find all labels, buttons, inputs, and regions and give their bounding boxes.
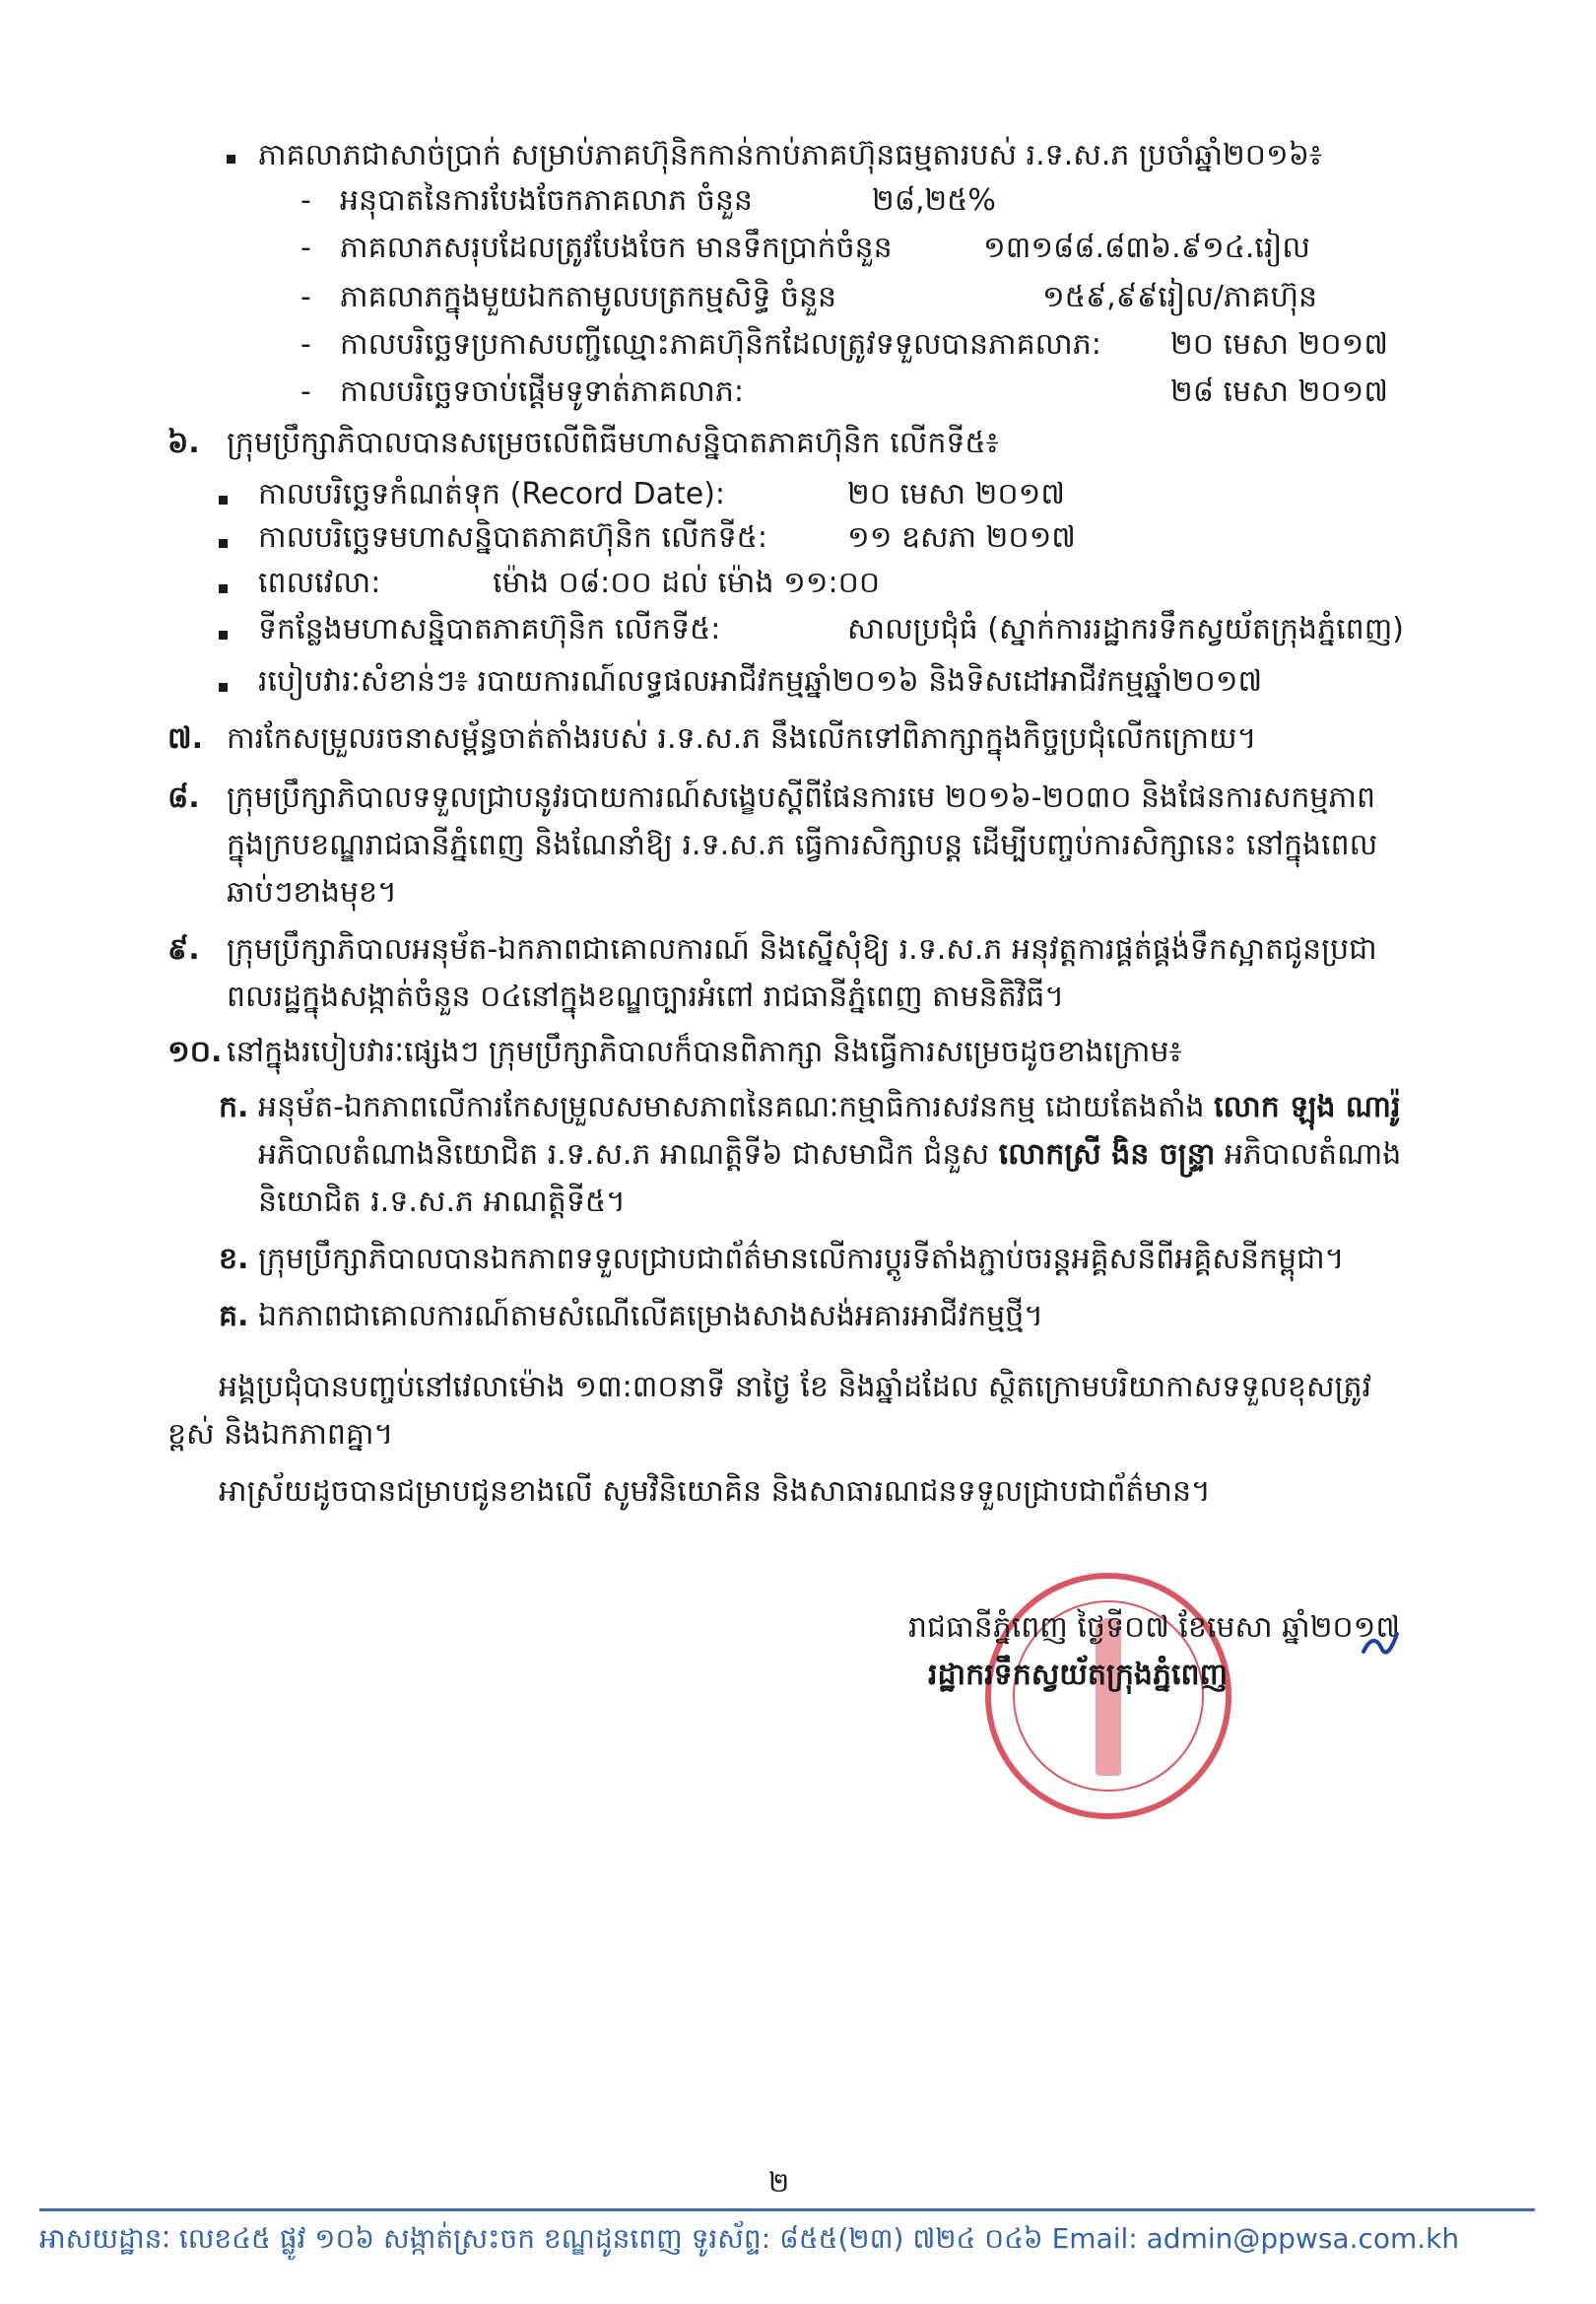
section-10-heading: នៅក្នុងរបៀបវារៈផ្សេងៗ ក្រុមប្រឹក្សាភិបាលក៏បានពិភាក្សា និងធ្វើការសម្រេចដូចខាងក្រោម៖ [227,1035,1182,1069]
section-7-number: ៧. [167,721,204,756]
section-10-number: ១០. [167,1035,223,1069]
closing-line-2: ខ្ពស់ និងឯកភាពគ្នា។ [167,1417,394,1452]
dividend-ratio-label: អនុបាតនៃការបែងចែកភាគលាភ ចំនួន [340,183,753,218]
dividend-total-label: ភាគលាភសរុបដែលត្រូវបែងចែក មានទឹកប្រាក់ចំនួន [340,231,893,265]
dash-marker: - [300,231,311,265]
record-list-date-value: ២០ មេសា ២០១៧ [1170,327,1388,362]
agm-date-value: ១១ ឧសភា ២០១៧ [847,520,1076,555]
bullet-icon [219,539,228,548]
section-8-line-1: ក្រុមប្រឹក្សាភិបាលទទួលជ្រាបនូវរបាយការណ៍សង្ខេបស្ដីពីផែនការមេ ២០១៦-២០៣០ និងផែនការសកម្មភាព [227,780,1376,815]
dividend-bullet: ភាគលាភជាសាច់ប្រាក់ សម្រាប់ភាគហ៊ុនិកកាន់កាប់ភាគហ៊ុនធម្មតារបស់ រ.ទ.ស.ភ ប្រចាំឆ្នាំ២០១៦៖ [258,138,1323,172]
sub-a-line-3: និយោជិត រ.ទ.ស.ភ អាណត្តិទី៥។ [258,1185,626,1219]
sub-b-label: ខ. [219,1242,249,1276]
sub-a-line-2-tail: អភិបាលតំណាង [1224,1137,1402,1172]
dividend-per-unit-value: ១៥៩,៩៩រៀល/ភាគហ៊ុន [1042,280,1318,314]
replaced-name: លោកស្រី ងិន ចន្ទ្រា [998,1137,1216,1172]
closing-line-1: អង្គប្រជុំបានបញ្ចប់នៅវេលាម៉ោង ១៣:៣០នាទី នាថ្ងៃ ខែ និងឆ្នាំដដែល ស្ថិតក្រោមបរិយាកាសទទួលខុសត្រូវ [219,1370,1372,1404]
dividend-per-unit-label: ភាគលាភក្នុងមួយឯកតាមូលបត្រកម្មសិទ្ធិ ចំនួន [340,280,837,314]
signature-date: រាជធានីភ្នំពេញ ថ្ងៃទី០៧ ខែមេសា ឆ្នាំ២០១៧ [908,1610,1400,1645]
bullet-icon [227,155,235,164]
signature-org: រដ្ឋាករទឹកស្វយ័តក្រុងភ្នំពេញ [928,1658,1229,1692]
sub-a-line-2-text: អភិបាលតំណាងនិយោជិត រ.ទ.ស.ភ អាណត្តិទី៦ ជាសមាជិក ជំនួស [258,1137,990,1172]
payment-start-label: កាលបរិច្ឆេទចាប់ផ្ដើមទូទាត់ភាគលាភ: [340,374,745,409]
section-8-line-2: ក្នុងក្របខណ្ឌរាជធានីភ្នំពេញ និងណែនាំឱ្យ រ.ទ.ស.ភ ធ្វើការសិក្សាបន្ត ដើម្បីបញ្ចប់ការសិក្សានេះ នៅក្នុងពេល [227,828,1378,862]
agenda-line: របៀបវារៈសំខាន់ៗ៖ របាយការណ៍លទ្ធផលអាជីវកម្មឆ្នាំ២០១៦ និងទិសដៅអាជីវកម្មឆ្នាំ២០១៧ [258,664,1263,699]
record-date-value: ២០ មេសា ២០១៧ [847,477,1065,511]
appointee-name: លោក ឡុង ណារ៉ូ [1214,1090,1401,1124]
venue-value: សាលប្រជុំធំ (ស្នាក់ការរដ្ឋាករទឹកស្វយ័តក្រុងភ្នំពេញ) [847,612,1404,646]
dash-marker: - [300,280,311,314]
sub-a-line-1-text: អនុម័ត-ឯកភាពលើការកែសម្រួលសមាសភាពនៃគណៈកម្មាធិការសវនកម្ម ដោយតែងតាំង [258,1090,1205,1124]
sub-c-label: គ. [219,1299,249,1333]
bullet-icon [219,683,228,692]
handwritten-signature [1360,1622,1403,1671]
section-7-text: ការកែសម្រួលរចនាសម្ព័ន្ធចាត់តាំងរបស់ រ.ទ.ស.ភ នឹងលើកទៅពិភាក្សាក្នុងកិច្ចប្រជុំលើកក្រោយ។ [227,721,1257,756]
record-list-date-label: កាលបរិច្ឆេទប្រកាសបញ្ជីឈ្មោះភាគហ៊ុនិកដែលត្រូវទទួលបានភាគលាភ: [340,327,1101,362]
bullet-icon [219,584,228,593]
dividend-ratio-value: ២៨,២៥% [872,183,996,218]
closing-line-3: អាស្រ័យដូចបានជម្រាបជូនខាងលើ សូមវិនិយោគិន និងសាធារណជនទទួលជ្រាបជាព័ត៌មាន។ [219,1474,1211,1509]
section-8-number: ៨. [167,780,200,815]
footer-divider [39,2208,1535,2211]
section-9-line-2: ពលរដ្ឋក្នុងសង្កាត់ចំនួន ០៤នៅក្នុងខណ្ឌច្បារអំពៅ រាជធានីភ្នំពេញ តាមនិតិវិធី។ [227,980,1065,1014]
payment-start-value: ២៨ មេសា ២០១៧ [1170,374,1388,409]
section-9-line-1: ក្រុមប្រឹក្សាភិបាលអនុម័ត-ឯកភាពជាគោលការណ៍ និងស្នើសុំឱ្យ រ.ទ.ស.ភ អនុវត្តការផ្គត់ផ្គង់ទឹកស្អាតជូនប្រជា [227,932,1377,967]
dash-marker: - [300,183,311,218]
sub-c-text: ឯកភាពជាគោលការណ៍តាមសំណើលើគម្រោងសាងសង់អគារអាជីវកម្មថ្មី។ [258,1299,1044,1333]
dash-marker: - [300,374,311,409]
footer-address: អាសយដ្ឋានៈ លេខ៤៥ ផ្លូវ ១០៦ សង្កាត់ស្រះចក ខណ្ឌដូនពេញ ទូរស័ព្ទ: ៨៥៥(២៣) ៧២៤ ០៤៦ Email: admin@ppwsa.com.kh [39,2222,1460,2255]
record-date-label: កាលបរិច្ឆេទកំណត់ទុក (Record Date): [258,477,726,511]
bullet-icon [219,631,228,640]
venue-label: ទីកន្លែងមហាសន្និបាតភាគហ៊ុនិក លើកទី៥: [258,612,721,646]
section-9-number: ៩. [167,932,200,967]
time-value: ម៉ោង ០៨:០០ ដល់ ម៉ោង ១១:០០ [493,566,881,600]
time-label: ពេលវេលា: [258,566,381,600]
section-6-number: ៦. [167,426,200,460]
section-6-heading: ក្រុមប្រឹក្សាភិបាលបានសម្រេចលើពិធីមហាសន្និបាតភាគហ៊ុនិក លើកទី៥៖ [227,426,999,460]
section-8-line-3: ឆាប់ៗខាងមុខ។ [227,875,397,910]
dash-marker: - [300,327,311,362]
sub-a-label: ក. [219,1090,249,1124]
bullet-icon [219,496,228,505]
dividend-total-value: ១៣១៨៨.៨៣៦.៩១៤.រៀល [983,231,1310,265]
sub-a-line-2 [258,1135,1401,1175]
page-number: ២ [768,2166,790,2199]
sub-a-line-1 [258,1088,1400,1127]
agm-date-label: កាលបរិច្ឆេទមហាសន្និបាតភាគហ៊ុនិក លើកទី៥: [258,520,767,555]
sub-b-text: ក្រុមប្រឹក្សាភិបាលបានឯកភាពទទួលជ្រាបជាព័ត៌មានលើការប្តូរទីតាំងភ្ជាប់ចរន្តអគ្គិសនីពីអគ្គិសនីកម្ពុជា។ [258,1242,1345,1276]
